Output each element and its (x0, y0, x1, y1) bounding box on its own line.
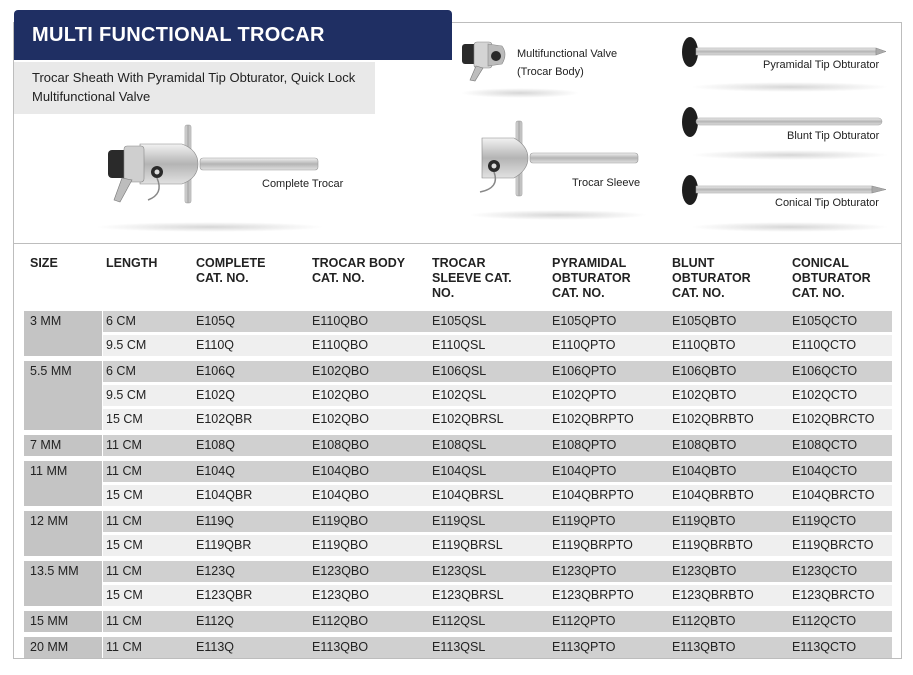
table-cell: E104QBRBTO (672, 488, 754, 502)
table-cell: 15 CM (106, 538, 143, 552)
valve-shadow (460, 88, 580, 98)
table-cell: E119QBTO (672, 514, 736, 528)
table-cell: 6 CM (106, 314, 136, 328)
table-cell: E102QBO (312, 388, 369, 402)
size-label: 12 MM (30, 514, 69, 528)
table-cell: E108QBO (312, 438, 369, 452)
table-cell: E104QBO (312, 488, 369, 502)
table-cell: E104QPTO (552, 464, 617, 478)
table-cell: E105Q (196, 314, 235, 328)
column-header (196, 256, 265, 286)
table-cell: 11 CM (106, 464, 142, 478)
table-cell: E105QBTO (672, 314, 737, 328)
table-cell: E119QBRPTO (552, 538, 633, 552)
size-label: 7 MM (30, 438, 62, 452)
table-cell: E104QBRSL (432, 488, 504, 502)
table-cell: E108QCTO (792, 438, 858, 452)
table-cell: E110QBTO (672, 338, 736, 352)
table-cell: E108Q (196, 438, 235, 452)
pyramidal-obturator-shadow (690, 82, 890, 92)
subtitle-line-1: Trocar Sheath With Pyramidal Tip Obturator, Quick Lock (32, 70, 356, 85)
table-cell: E112QBTO (672, 614, 736, 628)
table-cell: E104QBRPTO (552, 488, 634, 502)
table-cell: E102QBO (312, 412, 369, 426)
column-header-line: OBTURATOR (552, 271, 631, 285)
size-label: 15 MM (30, 614, 69, 628)
table-cell: E104QBTO (672, 464, 737, 478)
table-cell: E119Q (196, 514, 234, 528)
table-cell: E113QPTO (552, 640, 616, 654)
column-header (432, 256, 512, 301)
table-cell: E105QSL (432, 314, 487, 328)
column-header-line: NO. (432, 286, 455, 300)
table-cell: E119QBO (312, 514, 369, 528)
table-cell: 9.5 CM (106, 388, 147, 402)
column-header (312, 256, 405, 286)
table-cell: E106QPTO (552, 364, 617, 378)
size-label: 11 MM (30, 464, 68, 478)
table-cell: E123QBR (196, 588, 253, 602)
valve-label-line-2: (Trocar Body) (517, 66, 584, 78)
table-cell: E112QBO (312, 614, 369, 628)
table-cell: E123QBTO (672, 564, 737, 578)
column-header-line: TROCAR BODY (312, 256, 406, 270)
table-cell: E113QBO (312, 640, 369, 654)
table-cell: E105QPTO (552, 314, 617, 328)
blunt-obturator-label: Blunt Tip Obturator (787, 130, 880, 142)
table-cell: E110QBO (312, 338, 369, 352)
column-header (792, 256, 871, 301)
column-header-line: PYRAMIDAL (552, 256, 627, 270)
table-cell: E104QBR (196, 488, 253, 502)
page-title: MULTI FUNCTIONAL TROCAR (14, 10, 452, 60)
table-cell: E113QBTO (672, 640, 736, 654)
table-cell: E113Q (196, 640, 234, 654)
table-cell: E113QCTO (792, 640, 857, 654)
table-cell: 11 CM (106, 564, 142, 578)
table-cell: E102QCTO (792, 388, 858, 402)
table-cell: E102QBR (196, 412, 253, 426)
table-cell: E104QBO (312, 464, 369, 478)
column-header (30, 256, 58, 271)
table-cell: E112Q (196, 614, 234, 628)
table-cell: 15 CM (106, 412, 143, 426)
table-cell: E112QPTO (552, 614, 616, 628)
table-cell: 11 CM (106, 640, 142, 654)
table-cell: E113QSL (432, 640, 486, 654)
complete-trocar-image (100, 120, 330, 215)
table-cell: 15 CM (106, 588, 143, 602)
table-cell: E110QCTO (792, 338, 857, 352)
table-cell: 11 CM (106, 614, 142, 628)
table-cell: E105QCTO (792, 314, 858, 328)
table-cell: E123QSL (432, 564, 487, 578)
table-cell: E106QCTO (792, 364, 858, 378)
table-cell: E102QSL (432, 388, 487, 402)
table-cell: E102QBO (312, 364, 369, 378)
table-cell: 11 CM (106, 438, 142, 452)
column-header-line: COMPLETE (196, 256, 266, 270)
table-cell: E119QBRSL (432, 538, 503, 552)
table-cell: E112QCTO (792, 614, 857, 628)
table-cell: E123QBRCTO (792, 588, 875, 602)
column-header-line: CAT. NO. (792, 286, 845, 300)
table-cell: E119QCTO (792, 514, 857, 528)
conical-obturator-shadow (690, 222, 890, 232)
column-header-line: BLUNT (672, 256, 715, 270)
table-cell: E123QCTO (792, 564, 858, 578)
size-label: 3 MM (30, 314, 62, 328)
table-cell: E110QPTO (552, 338, 616, 352)
column-header-line: OBTURATOR (792, 271, 871, 285)
table-cell: E102QPTO (552, 388, 617, 402)
complete-trocar-shadow (95, 222, 325, 232)
valve-image (458, 34, 514, 82)
valve-label-line-1: Multifunctional Valve (517, 48, 618, 60)
column-header-line: OBTURATOR (672, 271, 751, 285)
table-cell: E110Q (196, 338, 234, 352)
table-cell: E119QBO (312, 538, 369, 552)
valve-label (517, 45, 617, 81)
table-cell: E119QBRCTO (792, 538, 874, 552)
column-header (672, 256, 751, 301)
conical-obturator-label: Conical Tip Obturator (775, 197, 879, 209)
table-cell: E123QBO (312, 564, 369, 578)
pyramidal-obturator-label: Pyramidal Tip Obturator (763, 59, 880, 71)
complete-trocar-label: Complete Trocar (262, 178, 344, 190)
table-cell: E108QPTO (552, 438, 617, 452)
table-cell: E123QBRBTO (672, 588, 754, 602)
table-cell: 11 CM (106, 514, 142, 528)
column-header (552, 256, 631, 301)
table-cell: 15 CM (106, 488, 143, 502)
column-header-line: SLEEVE CAT. (432, 271, 512, 285)
table-cell: E108QSL (432, 438, 487, 452)
table-cell: E102Q (196, 388, 235, 402)
column-header (106, 256, 157, 271)
table-cell: E106QSL (432, 364, 487, 378)
column-header-line: CONICAL (792, 256, 849, 270)
table-cell: E112QSL (432, 614, 486, 628)
table-cell: E110QSL (432, 338, 486, 352)
size-label: 5.5 MM (30, 364, 72, 378)
column-header-line: CAT. NO. (552, 286, 605, 300)
table-cell: E123QBRPTO (552, 588, 634, 602)
table-cell: E104QCTO (792, 464, 858, 478)
table-cell: E110QBO (312, 314, 369, 328)
column-header-line: CAT. NO. (672, 286, 725, 300)
table-cell: E119QBRBTO (672, 538, 753, 552)
column-header-line: CAT. NO. (196, 271, 249, 285)
table-cell: E123QBRSL (432, 588, 504, 602)
column-header-line: TROCAR (432, 256, 486, 270)
blunt-obturator-shadow (690, 150, 890, 160)
column-header-line: LENGTH (106, 256, 158, 270)
table-cell: E102QBRSL (432, 412, 504, 426)
table-cell: E119QSL (432, 514, 486, 528)
table-cell: E123Q (196, 564, 235, 578)
table-cell: E102QBRPTO (552, 412, 634, 426)
table-cell: E108QBTO (672, 438, 737, 452)
subtitle-line-2: Multifunctional Valve (32, 89, 151, 104)
table-cell: E119QBR (196, 538, 252, 552)
column-header-line: SIZE (30, 256, 58, 270)
table-cell: E104Q (196, 464, 235, 478)
column-header-line: CAT. NO. (312, 271, 365, 285)
table-cell: 9.5 CM (106, 338, 147, 352)
table-cell: E102QBRBTO (672, 412, 754, 426)
table-cell: E123QPTO (552, 564, 617, 578)
table-cell: E102QBTO (672, 388, 737, 402)
table-cell: E106Q (196, 364, 235, 378)
trocar-sleeve-shadow (468, 210, 648, 220)
table-cell: E104QBRCTO (792, 488, 875, 502)
table-cell: E119QPTO (552, 514, 616, 528)
trocar-sleeve-label: Trocar Sleeve (572, 177, 641, 189)
table-cell: E123QBO (312, 588, 369, 602)
table-cell: E104QSL (432, 464, 487, 478)
section-divider (14, 243, 902, 244)
table-cell: 6 CM (106, 364, 136, 378)
size-label: 20 MM (30, 640, 69, 654)
size-label: 13.5 MM (30, 564, 79, 578)
table-cell: E106QBTO (672, 364, 737, 378)
table-cell: E102QBRCTO (792, 412, 875, 426)
page-subtitle (14, 62, 375, 114)
